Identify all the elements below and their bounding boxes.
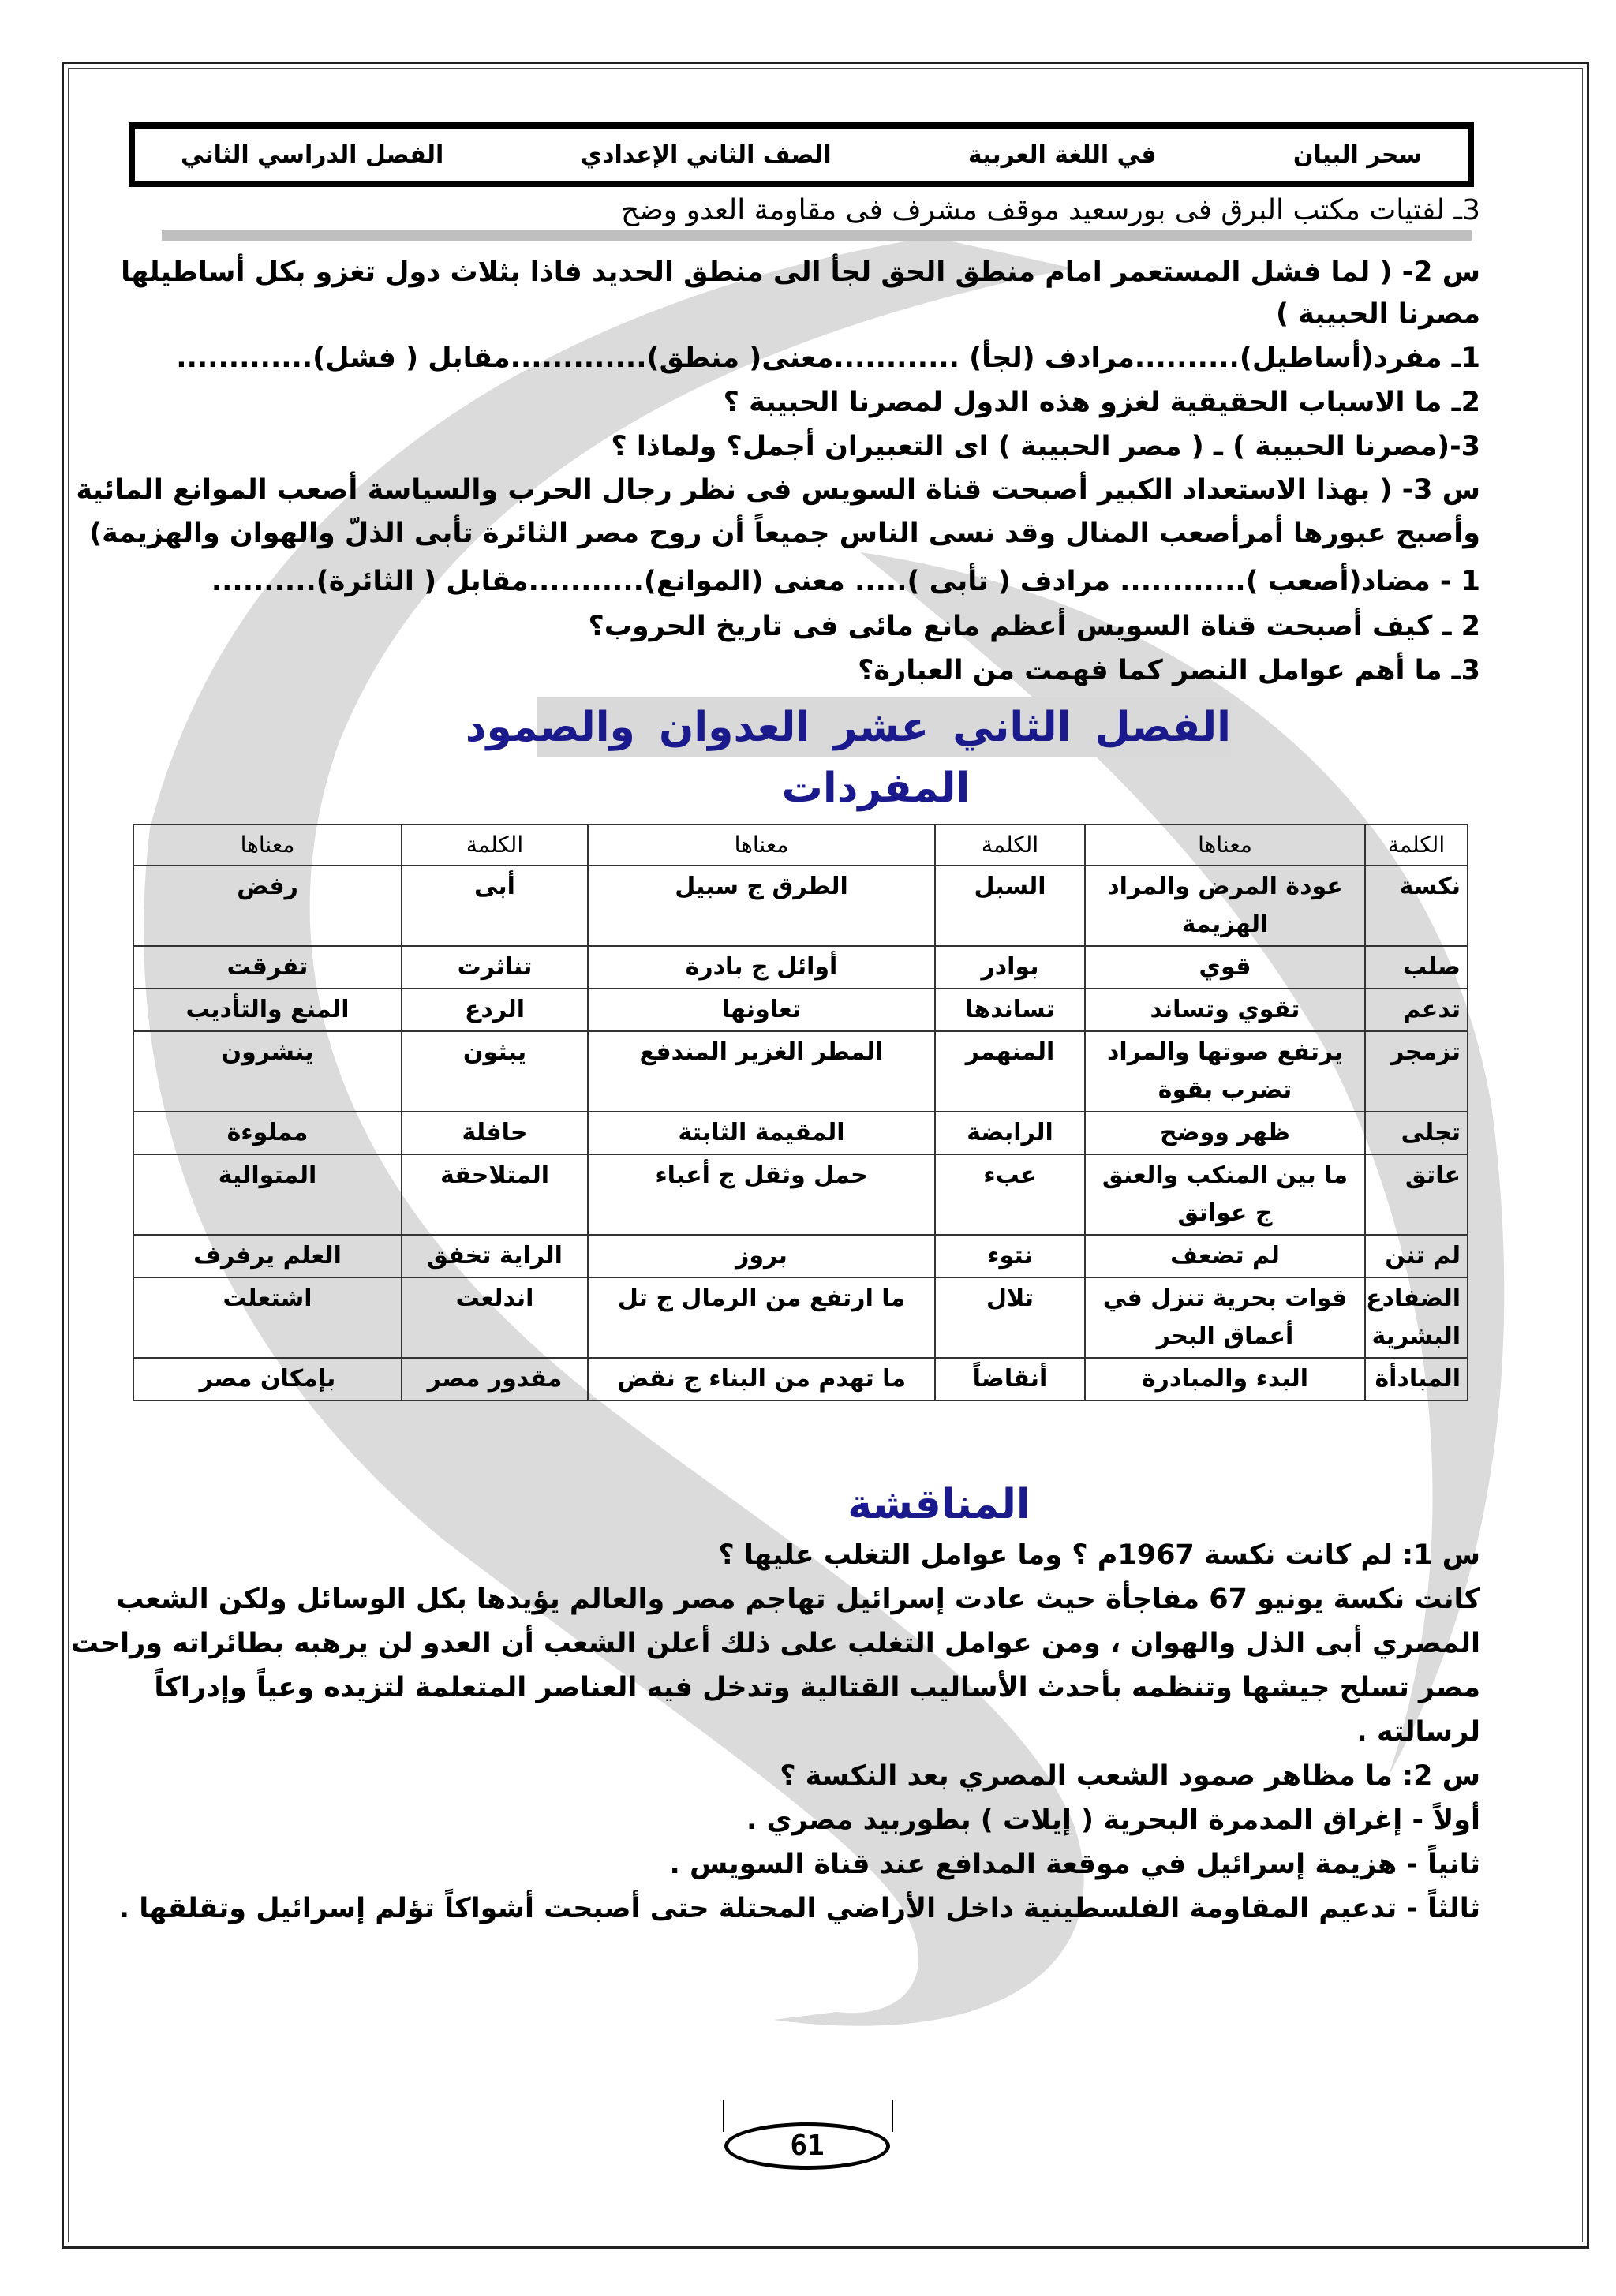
discussion-line: كانت نكسة يونيو 67 مفاجأة حيث عادت إسرائيل تهاجم مصر والعالم يؤيدها بكل الوسائل ولكن الشعب	[116, 1584, 1480, 1615]
header-grade: الصف الثاني الإعدادي	[580, 140, 832, 169]
vocab-meaning-cell: رفض	[133, 866, 402, 946]
discussion-line: ثانياً - هزيمة إسرائيل في موقعة المدافع عند قناة السويس .	[669, 1849, 1480, 1880]
discussion-line: س 1: لم كانت نكسة 1967م ؟ وما عوامل التغلب عليها ؟	[718, 1539, 1480, 1571]
table-row	[133, 946, 1468, 989]
vocab-meaning-cell: البدء والمبادرة	[1085, 1358, 1365, 1400]
question-line: 3-(مصرنا الحبيبة ) ـ ( مصر الحبيبة ) اى التعبيران أجمل؟ ولماذا ؟	[611, 431, 1480, 462]
column-header: معناها	[133, 825, 402, 866]
vocab-meaning-cell: تقوي وتساند	[1085, 989, 1365, 1031]
vocab-word-cell: تساندها	[935, 989, 1085, 1031]
column-header: الكلمة	[935, 825, 1085, 866]
vocab-word-cell: بوادر	[935, 946, 1085, 989]
column-header: الكلمة	[1365, 825, 1468, 866]
discussion-heading: المناقشة	[847, 1481, 1031, 1528]
vocab-word-cell: حافلة	[402, 1112, 588, 1154]
discussion-line: مصر تسلح جيشها وتنظمه بأحدث الأساليب القتالية وتدخل فيه العناصر المتعلمة لتزيده وعياً وإدراكاً	[154, 1672, 1480, 1703]
vocab-word-cell: نتوء	[935, 1235, 1085, 1277]
table-row	[133, 989, 1468, 1031]
vocab-word-cell: يبثون	[402, 1031, 588, 1112]
vocab-meaning-cell: لم تضعف	[1085, 1235, 1365, 1277]
vocab-word-cell: عبء	[935, 1154, 1085, 1235]
vocab-word-cell: نكسة	[1365, 866, 1468, 946]
vocab-meaning-cell: بإمكان مصر	[133, 1358, 402, 1400]
vocab-word-cell: تدعم	[1365, 989, 1468, 1031]
chapter-title: الفصل الثاني عشر العدوان والصمود	[537, 697, 1231, 757]
vocab-meaning-cell: عودة المرض والمراد الهزيمة	[1085, 866, 1365, 946]
vocab-word-cell: الردع	[402, 989, 588, 1031]
column-header: الكلمة	[402, 825, 588, 866]
question-line: 1 - مضاد(أصعب )............ مرادف ( تأبى )..... معنى (الموانع)...........مقابل ( الثائرة)..........	[211, 566, 1480, 597]
vocab-word-cell: أبى	[402, 866, 588, 946]
vocab-word-cell: أنقاضاً	[935, 1358, 1085, 1400]
vocab-meaning-cell: الطرق ج سبيل	[588, 866, 935, 946]
question-line: 1ـ مفرد(أساطيل)..........مرادف (لجأ) ............معنى( منطق).............مقابل ( فشل).............	[176, 342, 1480, 374]
vocab-word-cell: تجلى	[1365, 1112, 1468, 1154]
vocab-meaning-cell: المطر الغزير المندفع	[588, 1031, 935, 1112]
header-subject: في اللغة العربية	[967, 140, 1157, 169]
question-line: مصرنا الحبيبة )	[1275, 298, 1480, 330]
vocab-meaning-cell: ما تهدم من البناء ج نقض	[588, 1358, 935, 1400]
vocab-meaning-cell: ما ارتفع من الرمال ج تل	[588, 1277, 935, 1358]
column-header: معناها	[588, 825, 935, 866]
vocab-meaning-cell: تعاونها	[588, 989, 935, 1031]
vocab-word-cell: اندلعت	[402, 1277, 588, 1358]
vocab-meaning-cell: اشتعلت	[133, 1277, 402, 1358]
vocab-meaning-cell: أوائل ج بادرة	[588, 946, 935, 989]
table-row	[133, 1235, 1468, 1277]
vocab-word-cell: الرابضة	[935, 1112, 1085, 1154]
vocab-meaning-cell: بروز	[588, 1235, 935, 1277]
vocab-word-cell: تزمجر	[1365, 1031, 1468, 1112]
column-header: معناها	[1085, 825, 1365, 866]
vocab-meaning-cell: المقيمة الثابتة	[588, 1112, 935, 1154]
question-line: س 3- ( بهذا الاستعداد الكبير أصبحت قناة السويس فى نظر رجال الحرب والسياسة أصعب الموانع المائية	[76, 474, 1480, 506]
table-row	[133, 1112, 1468, 1154]
vocab-meaning-cell: تفرقت	[133, 946, 402, 989]
header-term: الفصل الدراسي الثاني	[181, 140, 444, 169]
vocab-word-cell: عاتق	[1365, 1154, 1468, 1235]
table-header-row	[133, 825, 1468, 866]
table-row	[133, 1277, 1468, 1358]
vocab-word-cell: المتلاحقة	[402, 1154, 588, 1235]
discussion-line: س 2: ما مظاهر صمود الشعب المصري بعد النكسة ؟	[780, 1760, 1480, 1792]
vocab-word-cell: تلال	[935, 1277, 1085, 1358]
vocab-meaning-cell: العلم يرفرف	[133, 1235, 402, 1277]
vocab-meaning-cell: يرتفع صوتها والمراد تضرب بقوة	[1085, 1031, 1365, 1112]
vocab-word-cell: لم تنن	[1365, 1235, 1468, 1277]
vocab-word-cell: الراية تخفق	[402, 1235, 588, 1277]
vocab-word-cell: المنهمر	[935, 1031, 1085, 1112]
vocab-word-cell: السبل	[935, 866, 1085, 946]
vocab-meaning-cell: حمل وثقل ج أعباء	[588, 1154, 935, 1235]
question-line: 2ـ ما الاسباب الحقيقية لغزو هذه الدول لمصرنا الحبيبة ؟	[723, 387, 1480, 418]
vocab-meaning-cell: المتوالية	[133, 1154, 402, 1235]
vocab-meaning-cell: قوي	[1085, 946, 1365, 989]
vocab-meaning-cell: المنع والتأديب	[133, 989, 402, 1031]
vocab-word-cell: صلب	[1365, 946, 1468, 989]
vocab-word-cell: الضفادع البشرية	[1365, 1277, 1468, 1358]
header-book-title: سحر البيان	[1292, 140, 1422, 169]
vocab-heading: المفردات	[781, 765, 971, 812]
question-line: 2 ـ كيف أصبحت قناة السويس أعظم مانع مائى فى تاريخ الحروب؟	[588, 611, 1480, 642]
vocab-meaning-cell: مملوءة	[133, 1112, 402, 1154]
discussion-line: أولاً - إغراق المدمرة البحرية ( إيلات ) بطوربيد مصري .	[746, 1804, 1480, 1836]
discussion-line: المصري أبى الذل والهوان ، ومن عوامل التغلب على ذلك أعلن الشعب أن العدو لن يرهبه بطائراته وراحت	[70, 1628, 1480, 1659]
vocab-meaning-cell: ما بين المنكب والعنق ج عواتق	[1085, 1154, 1365, 1235]
vocab-meaning-cell: ظهر ووضح	[1085, 1112, 1365, 1154]
page-number-tick	[723, 2100, 724, 2132]
table-row	[133, 1031, 1468, 1112]
page-number-tick	[892, 2100, 893, 2132]
vocab-word-cell: تناثرت	[402, 946, 588, 989]
vocab-meaning-cell: قوات بحرية تنزل في أعماق البحر	[1085, 1277, 1365, 1358]
question-line: 3ـ لفتيات مكتب البرق فى بورسعيد موقف مشرف فى مقاومة العدو وضح	[620, 194, 1480, 226]
discussion-line: ثالثاً - تدعيم المقاومة الفلسطينية داخل الأراضي المحتلة حتى أصبحت أشواكاً تؤلم إسرائيل وتقلقها .	[118, 1893, 1480, 1924]
table-row	[133, 1154, 1468, 1235]
discussion-line: لرسالته .	[1356, 1716, 1480, 1748]
divider-bar	[162, 230, 1472, 241]
page-number: 61	[724, 2122, 890, 2170]
table-row	[133, 866, 1468, 946]
vocab-meaning-cell: ينشرون	[133, 1031, 402, 1112]
question-line: س 2- ( لما فشل المستعمر امام منطق الحق لجأ الى منطق الحديد فاذا بثلاث دول تغزو بكل أساطيلها	[121, 256, 1480, 288]
table-row	[133, 1358, 1468, 1400]
vocab-word-cell: مقدور مصر	[402, 1358, 588, 1400]
page-header	[129, 122, 1474, 187]
vocab-word-cell: المبادأة	[1365, 1358, 1468, 1400]
question-line: وأصبح عبورها أمرأصعب المنال وقد نسى الناس جميعاً أن روح مصر الثائرة تأبى الذلّ والهوان والهزيمة)	[89, 518, 1480, 549]
vocab-table	[133, 824, 1468, 1401]
question-line: 3ـ ما أهم عوامل النصر كما فهمت من العبارة؟	[858, 655, 1480, 686]
